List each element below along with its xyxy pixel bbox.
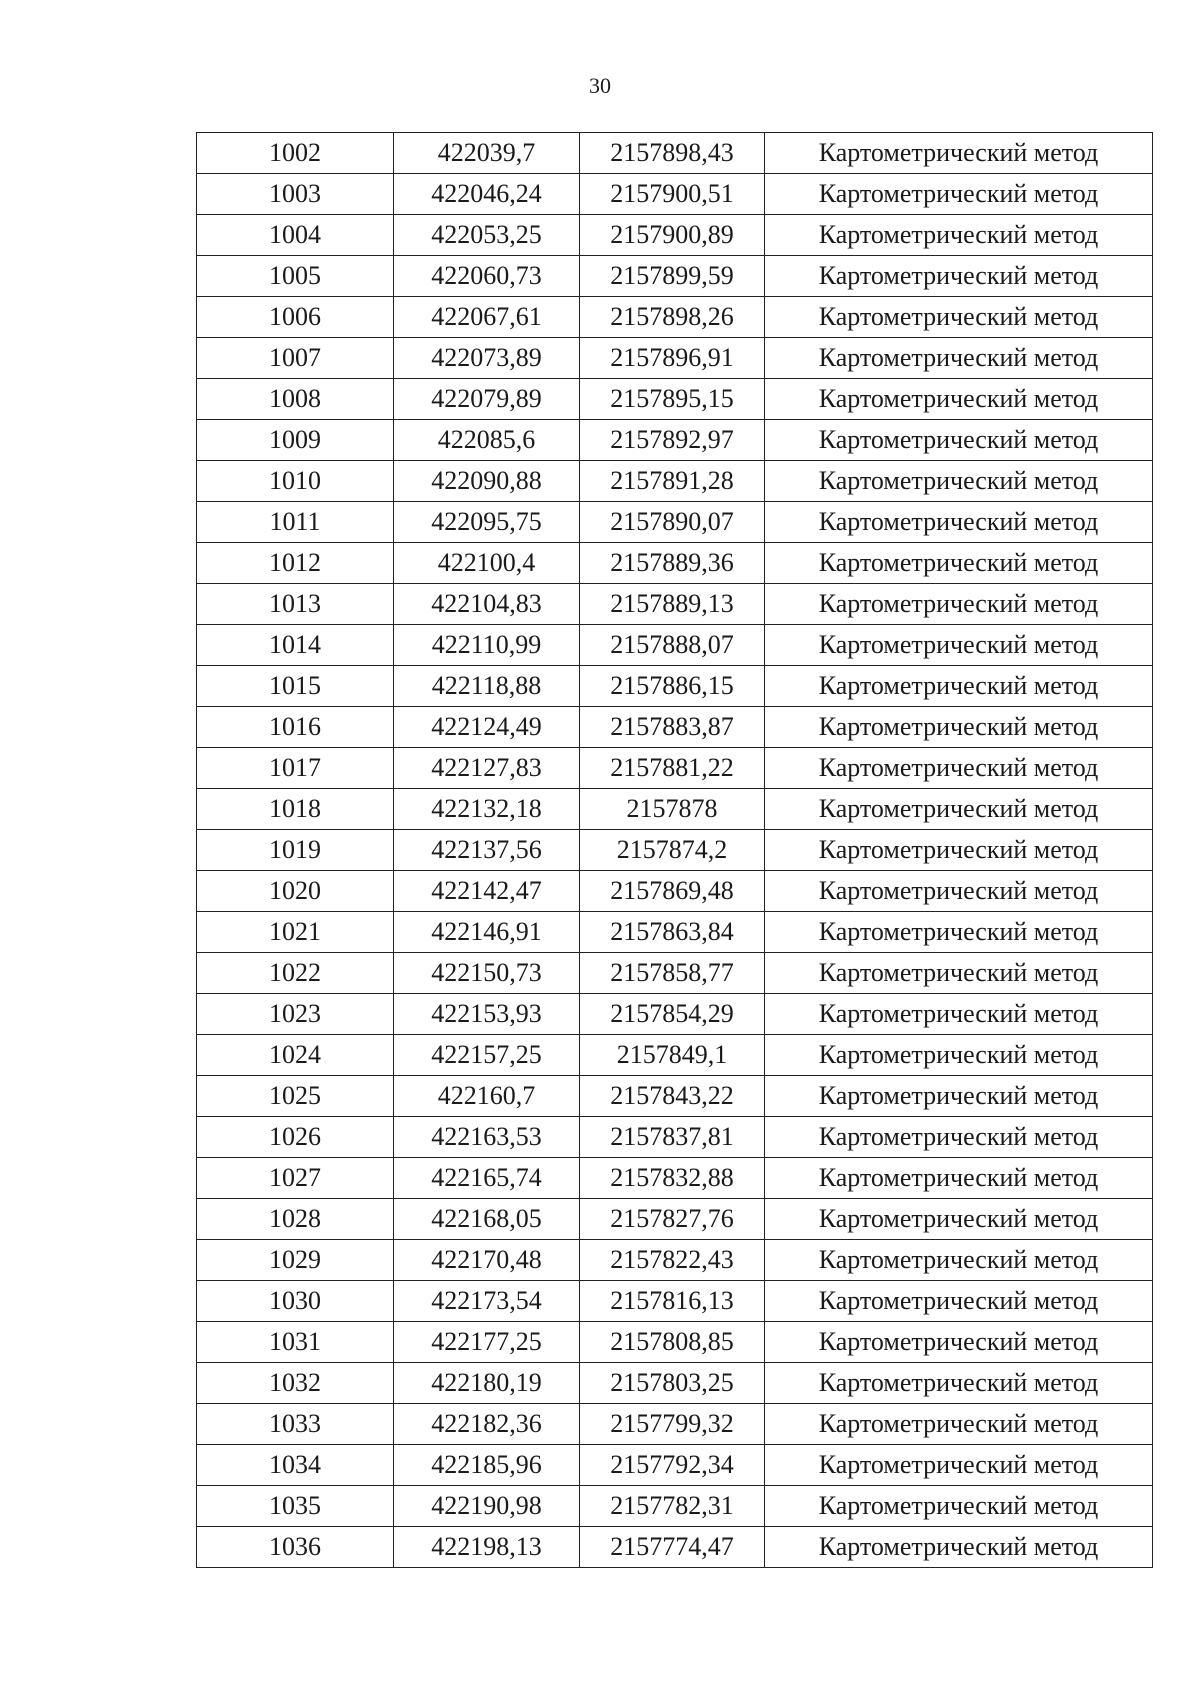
y-coordinate-cell: 2157792,34 <box>580 1445 765 1486</box>
coordinates-table <box>196 132 1153 1568</box>
point-number-cell: 1008 <box>197 379 394 420</box>
method-cell: Картометрический метод <box>765 256 1153 297</box>
y-coordinate-cell: 2157863,84 <box>580 912 765 953</box>
x-coordinate-cell: 422132,18 <box>394 789 580 830</box>
x-coordinate-cell: 422104,83 <box>394 584 580 625</box>
x-coordinate-cell: 422142,47 <box>394 871 580 912</box>
method-cell: Картометрический метод <box>765 1117 1153 1158</box>
method-cell: Картометрический метод <box>765 666 1153 707</box>
y-coordinate-cell: 2157889,13 <box>580 584 765 625</box>
x-coordinate-cell: 422067,61 <box>394 297 580 338</box>
table-row <box>197 1035 1153 1076</box>
method-cell: Картометрический метод <box>765 625 1153 666</box>
x-coordinate-cell: 422190,98 <box>394 1486 580 1527</box>
table-row <box>197 748 1153 789</box>
x-coordinate-cell: 422160,7 <box>394 1076 580 1117</box>
y-coordinate-cell: 2157832,88 <box>580 1158 765 1199</box>
y-coordinate-cell: 2157886,15 <box>580 666 765 707</box>
page-number: 30 <box>589 73 611 98</box>
y-coordinate-cell: 2157854,29 <box>580 994 765 1035</box>
y-coordinate-cell: 2157849,1 <box>580 1035 765 1076</box>
method-cell: Картометрический метод <box>765 1199 1153 1240</box>
method-cell: Картометрический метод <box>765 1158 1153 1199</box>
point-number-cell: 1031 <box>197 1322 394 1363</box>
table-row <box>197 1486 1153 1527</box>
y-coordinate-cell: 2157858,77 <box>580 953 765 994</box>
x-coordinate-cell: 422100,4 <box>394 543 580 584</box>
point-number-cell: 1016 <box>197 707 394 748</box>
point-number-cell: 1022 <box>197 953 394 994</box>
table-row <box>197 215 1153 256</box>
table-row <box>197 625 1153 666</box>
y-coordinate-cell: 2157888,07 <box>580 625 765 666</box>
y-coordinate-cell: 2157843,22 <box>580 1076 765 1117</box>
point-number-cell: 1033 <box>197 1404 394 1445</box>
x-coordinate-cell: 422182,36 <box>394 1404 580 1445</box>
table-row <box>197 256 1153 297</box>
x-coordinate-cell: 422046,24 <box>394 174 580 215</box>
point-number-cell: 1036 <box>197 1527 394 1568</box>
method-cell: Картометрический метод <box>765 1527 1153 1568</box>
method-cell: Картометрический метод <box>765 215 1153 256</box>
point-number-cell: 1004 <box>197 215 394 256</box>
x-coordinate-cell: 422185,96 <box>394 1445 580 1486</box>
y-coordinate-cell: 2157881,22 <box>580 748 765 789</box>
table-row <box>197 1158 1153 1199</box>
table-row <box>197 994 1153 1035</box>
y-coordinate-cell: 2157898,26 <box>580 297 765 338</box>
y-coordinate-cell: 2157816,13 <box>580 1281 765 1322</box>
method-cell: Картометрический метод <box>765 1240 1153 1281</box>
x-coordinate-cell: 422090,88 <box>394 461 580 502</box>
point-number-cell: 1005 <box>197 256 394 297</box>
point-number-cell: 1035 <box>197 1486 394 1527</box>
point-number-cell: 1030 <box>197 1281 394 1322</box>
point-number-cell: 1018 <box>197 789 394 830</box>
x-coordinate-cell: 422118,88 <box>394 666 580 707</box>
point-number-cell: 1021 <box>197 912 394 953</box>
x-coordinate-cell: 422127,83 <box>394 748 580 789</box>
x-coordinate-cell: 422153,93 <box>394 994 580 1035</box>
method-cell: Картометрический метод <box>765 338 1153 379</box>
method-cell: Картометрический метод <box>765 461 1153 502</box>
x-coordinate-cell: 422053,25 <box>394 215 580 256</box>
method-cell: Картометрический метод <box>765 133 1153 174</box>
point-number-cell: 1009 <box>197 420 394 461</box>
point-number-cell: 1014 <box>197 625 394 666</box>
y-coordinate-cell: 2157899,59 <box>580 256 765 297</box>
method-cell: Картометрический метод <box>765 1322 1153 1363</box>
x-coordinate-cell: 422173,54 <box>394 1281 580 1322</box>
method-cell: Картометрический метод <box>765 707 1153 748</box>
y-coordinate-cell: 2157837,81 <box>580 1117 765 1158</box>
method-cell: Картометрический метод <box>765 1035 1153 1076</box>
point-number-cell: 1011 <box>197 502 394 543</box>
x-coordinate-cell: 422039,7 <box>394 133 580 174</box>
y-coordinate-cell: 2157803,25 <box>580 1363 765 1404</box>
method-cell: Картометрический метод <box>765 379 1153 420</box>
y-coordinate-cell: 2157896,91 <box>580 338 765 379</box>
x-coordinate-cell: 422073,89 <box>394 338 580 379</box>
point-number-cell: 1026 <box>197 1117 394 1158</box>
table-row <box>197 297 1153 338</box>
x-coordinate-cell: 422157,25 <box>394 1035 580 1076</box>
table-row <box>197 1363 1153 1404</box>
method-cell: Картометрический метод <box>765 871 1153 912</box>
y-coordinate-cell: 2157808,85 <box>580 1322 765 1363</box>
point-number-cell: 1017 <box>197 748 394 789</box>
table-row <box>197 830 1153 871</box>
table-row <box>197 912 1153 953</box>
x-coordinate-cell: 422150,73 <box>394 953 580 994</box>
point-number-cell: 1020 <box>197 871 394 912</box>
x-coordinate-cell: 422177,25 <box>394 1322 580 1363</box>
coordinates-table-body <box>197 133 1153 1568</box>
method-cell: Картометрический метод <box>765 1445 1153 1486</box>
x-coordinate-cell: 422137,56 <box>394 830 580 871</box>
method-cell: Картометрический метод <box>765 1404 1153 1445</box>
x-coordinate-cell: 422163,53 <box>394 1117 580 1158</box>
point-number-cell: 1028 <box>197 1199 394 1240</box>
method-cell: Картометрический метод <box>765 502 1153 543</box>
table-row <box>197 174 1153 215</box>
y-coordinate-cell: 2157883,87 <box>580 707 765 748</box>
point-number-cell: 1029 <box>197 1240 394 1281</box>
y-coordinate-cell: 2157890,07 <box>580 502 765 543</box>
table-row <box>197 1445 1153 1486</box>
y-coordinate-cell: 2157822,43 <box>580 1240 765 1281</box>
point-number-cell: 1003 <box>197 174 394 215</box>
table-row <box>197 1527 1153 1568</box>
method-cell: Картометрический метод <box>765 994 1153 1035</box>
point-number-cell: 1025 <box>197 1076 394 1117</box>
table-row <box>197 133 1153 174</box>
y-coordinate-cell: 2157869,48 <box>580 871 765 912</box>
point-number-cell: 1023 <box>197 994 394 1035</box>
table-row <box>197 871 1153 912</box>
method-cell: Картометрический метод <box>765 174 1153 215</box>
method-cell: Картометрический метод <box>765 297 1153 338</box>
x-coordinate-cell: 422079,89 <box>394 379 580 420</box>
x-coordinate-cell: 422180,19 <box>394 1363 580 1404</box>
method-cell: Картометрический метод <box>765 420 1153 461</box>
point-number-cell: 1015 <box>197 666 394 707</box>
x-coordinate-cell: 422146,91 <box>394 912 580 953</box>
method-cell: Картометрический метод <box>765 1076 1153 1117</box>
table-row <box>197 1199 1153 1240</box>
method-cell: Картометрический метод <box>765 584 1153 625</box>
method-cell: Картометрический метод <box>765 789 1153 830</box>
y-coordinate-cell: 2157898,43 <box>580 133 765 174</box>
point-number-cell: 1007 <box>197 338 394 379</box>
x-coordinate-cell: 422110,99 <box>394 625 580 666</box>
y-coordinate-cell: 2157774,47 <box>580 1527 765 1568</box>
x-coordinate-cell: 422060,73 <box>394 256 580 297</box>
point-number-cell: 1010 <box>197 461 394 502</box>
method-cell: Картометрический метод <box>765 748 1153 789</box>
x-coordinate-cell: 422170,48 <box>394 1240 580 1281</box>
y-coordinate-cell: 2157799,32 <box>580 1404 765 1445</box>
point-number-cell: 1012 <box>197 543 394 584</box>
table-row <box>197 502 1153 543</box>
y-coordinate-cell: 2157891,28 <box>580 461 765 502</box>
x-coordinate-cell: 422168,05 <box>394 1199 580 1240</box>
method-cell: Картометрический метод <box>765 1363 1153 1404</box>
x-coordinate-cell: 422165,74 <box>394 1158 580 1199</box>
table-row <box>197 420 1153 461</box>
point-number-cell: 1002 <box>197 133 394 174</box>
table-row <box>197 666 1153 707</box>
table-row <box>197 1240 1153 1281</box>
table-row <box>197 543 1153 584</box>
method-cell: Картометрический метод <box>765 1486 1153 1527</box>
method-cell: Картометрический метод <box>765 912 1153 953</box>
y-coordinate-cell: 2157878 <box>580 789 765 830</box>
point-number-cell: 1034 <box>197 1445 394 1486</box>
table-row <box>197 338 1153 379</box>
table-row <box>197 1076 1153 1117</box>
y-coordinate-cell: 2157827,76 <box>580 1199 765 1240</box>
x-coordinate-cell: 422095,75 <box>394 502 580 543</box>
table-row <box>197 461 1153 502</box>
y-coordinate-cell: 2157782,31 <box>580 1486 765 1527</box>
table-row <box>197 1281 1153 1322</box>
point-number-cell: 1019 <box>197 830 394 871</box>
point-number-cell: 1006 <box>197 297 394 338</box>
table-row <box>197 1322 1153 1363</box>
y-coordinate-cell: 2157874,2 <box>580 830 765 871</box>
point-number-cell: 1032 <box>197 1363 394 1404</box>
table-row <box>197 379 1153 420</box>
method-cell: Картометрический метод <box>765 1281 1153 1322</box>
y-coordinate-cell: 2157895,15 <box>580 379 765 420</box>
point-number-cell: 1013 <box>197 584 394 625</box>
point-number-cell: 1024 <box>197 1035 394 1076</box>
y-coordinate-cell: 2157900,51 <box>580 174 765 215</box>
table-row <box>197 789 1153 830</box>
table-row <box>197 953 1153 994</box>
method-cell: Картометрический метод <box>765 543 1153 584</box>
y-coordinate-cell: 2157892,97 <box>580 420 765 461</box>
x-coordinate-cell: 422085,6 <box>394 420 580 461</box>
table-row <box>197 584 1153 625</box>
table-row <box>197 707 1153 748</box>
x-coordinate-cell: 422124,49 <box>394 707 580 748</box>
table-row <box>197 1117 1153 1158</box>
method-cell: Картометрический метод <box>765 953 1153 994</box>
y-coordinate-cell: 2157900,89 <box>580 215 765 256</box>
x-coordinate-cell: 422198,13 <box>394 1527 580 1568</box>
table-row <box>197 1404 1153 1445</box>
y-coordinate-cell: 2157889,36 <box>580 543 765 584</box>
method-cell: Картометрический метод <box>765 830 1153 871</box>
point-number-cell: 1027 <box>197 1158 394 1199</box>
